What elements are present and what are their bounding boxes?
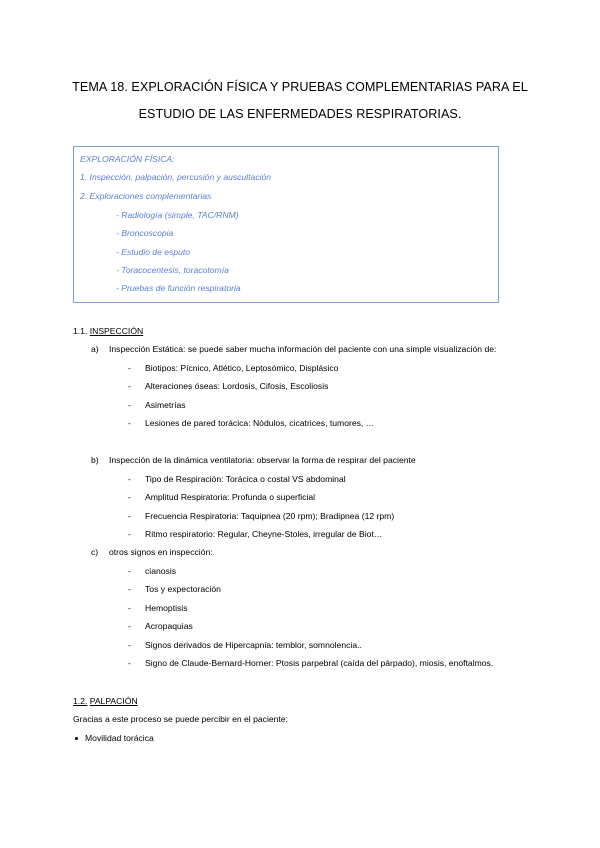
inspeccion-estatica-text: Inspección Estática: se puede saber mucha información del paciente con una simple visualización de:: [109, 344, 497, 354]
section-title: INSPECCIÓN: [89, 326, 144, 336]
list-marker-c: c): [91, 547, 99, 557]
section-number: 1.2.: [73, 696, 88, 706]
list-item: Frecuencia Respiratoria: Taquipnea (20 rpm); Bradipnea (12 rpm): [145, 511, 395, 521]
toc-item-2: 2. Exploraciones complementarias: [80, 191, 212, 201]
section-heading-palpacion: [73, 696, 138, 707]
list-item: Signo de Claude-Bernard-Horner: Ptosis parpebral (caída del párpado), miosis, enoftalmos.: [145, 658, 494, 668]
document-title-line-2: ESTUDIO DE LAS ENFERMEDADES RESPIRATORIAS.: [138, 107, 462, 121]
dash-marker: -: [128, 584, 131, 594]
toc-subitem: - Pruebas de función respiratoria: [116, 283, 241, 293]
dash-marker: -: [128, 566, 131, 576]
section-title: PALPACIÓN: [89, 696, 138, 706]
dash-marker: -: [128, 529, 131, 539]
list-item: Asimetrías: [145, 400, 186, 410]
otros-signos-text: otros signos en inspección:: [109, 547, 213, 557]
dash-marker: -: [128, 492, 131, 502]
palpacion-intro: Gracias a este proceso se puede percibir en el paciente:: [73, 714, 288, 724]
dash-marker: -: [128, 640, 131, 650]
dash-marker: -: [128, 621, 131, 631]
bullet-icon: [75, 737, 78, 740]
list-item: Tos y expectoración: [145, 584, 221, 594]
dash-marker: -: [128, 474, 131, 484]
dash-marker: -: [128, 400, 131, 410]
inspeccion-dinamica-text: Inspección de la dinámica ventilatoria: observar la forma de respirar del paciente: [109, 455, 416, 465]
list-item: Biotipos: Pícnico, Atlético, Leptosómico, Displásico: [145, 363, 339, 373]
list-item: cianosis: [145, 566, 177, 576]
section-number: 1.1.: [73, 326, 88, 336]
toc-subitem: - Estudio de esputo: [116, 247, 191, 257]
list-item: Tipo de Respiración: Torácica o costal VS abdominal: [145, 474, 346, 484]
dash-marker: -: [128, 418, 131, 428]
toc-heading: EXPLORACIÓN FÍSICA:: [80, 154, 175, 164]
list-item: Movilidad torácica: [85, 733, 154, 743]
toc-subitem: - Toracocentesis, toracotomía: [116, 265, 229, 275]
document-title-line-1: TEMA 18. EXPLORACIÓN FÍSICA Y PRUEBAS COMPLEMENTARIAS PARA EL: [72, 80, 528, 94]
dash-marker: -: [128, 658, 131, 668]
toc-subitem: - Broncoscopia: [116, 228, 174, 238]
list-item: Acropaquias: [145, 621, 193, 631]
table-of-contents-box: [73, 146, 499, 303]
list-item: Amplitud Respiratoria: Profunda o superficial: [145, 492, 316, 502]
list-item: Hemoptisis: [145, 603, 188, 613]
section-heading-inspeccion: [73, 326, 143, 337]
dash-marker: -: [128, 363, 131, 373]
list-marker-b: b): [91, 455, 99, 465]
list-item: Alteraciones óseas: Lordosis, Cifosis, Escoliosis: [145, 381, 329, 391]
dash-marker: -: [128, 603, 131, 613]
toc-item-1: 1. Inspección, palpación, percusión y auscultación: [80, 172, 272, 182]
toc-subitem: - Radiología (simple, TAC/RNM): [116, 210, 239, 220]
list-marker-a: a): [91, 344, 99, 354]
dash-marker: -: [128, 381, 131, 391]
dash-marker: -: [128, 511, 131, 521]
list-item: Signos derivados de Hipercapnia: temblor, somnolencia..: [145, 640, 362, 650]
list-item: Lesiones de pared torácica: Nódulos, cicatrices, tumores, …: [145, 418, 375, 428]
list-item: Ritmo respiratorio: Regular, Cheyne-Stoles, irregular de Biot…: [145, 529, 383, 539]
